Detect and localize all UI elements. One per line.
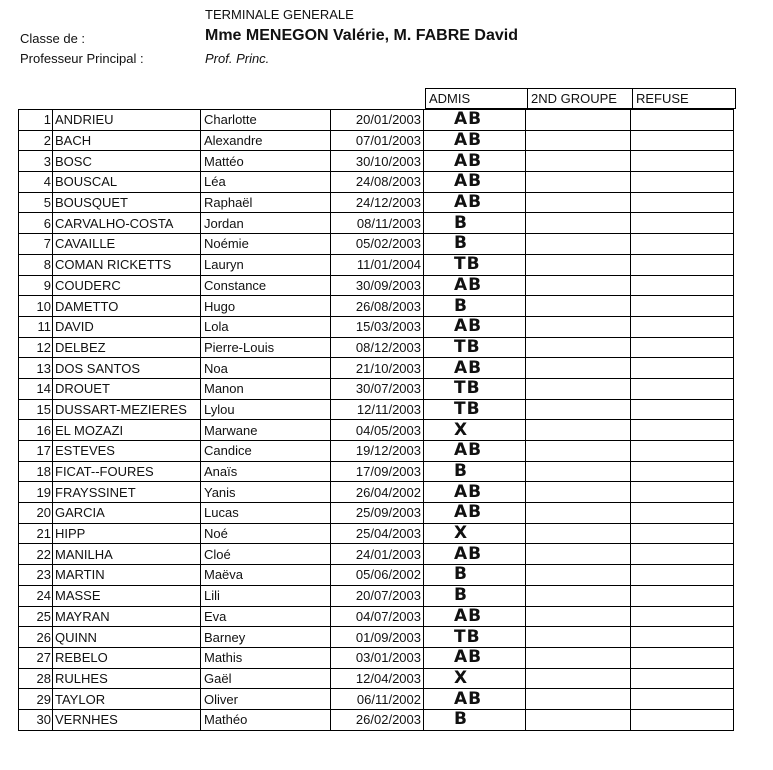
results-column-headers [425, 88, 736, 109]
admis-mention: X [424, 523, 526, 544]
table-row [19, 544, 734, 565]
birth-date: 11/01/2004 [331, 254, 424, 275]
admis-mention: X [424, 420, 526, 441]
student-last-name: EL MOZAZI [53, 420, 201, 441]
student-last-name: ESTEVES [53, 441, 201, 462]
admis-mention: AB [424, 482, 526, 503]
professeur-principal-value: Prof. Princ. [205, 51, 270, 66]
birth-date: 24/12/2003 [331, 192, 424, 213]
table-row [19, 110, 734, 131]
second-groupe-cell [526, 461, 631, 482]
student-last-name: BOUSQUET [53, 192, 201, 213]
birth-date: 26/04/2002 [331, 482, 424, 503]
student-last-name: REBELO [53, 647, 201, 668]
refuse-cell [631, 441, 734, 462]
birth-date: 04/05/2003 [331, 420, 424, 441]
second-groupe-cell [526, 709, 631, 730]
student-last-name: FRAYSSINET [53, 482, 201, 503]
student-first-name: Mathis [201, 647, 331, 668]
student-first-name: Yanis [201, 482, 331, 503]
refuse-cell [631, 213, 734, 234]
birth-date: 15/03/2003 [331, 316, 424, 337]
row-number: 12 [19, 337, 53, 358]
row-number: 14 [19, 378, 53, 399]
refuse-cell [631, 254, 734, 275]
table-row [19, 337, 734, 358]
table-row [19, 420, 734, 441]
refuse-cell [631, 316, 734, 337]
table-row [19, 130, 734, 151]
admis-mention: B [424, 461, 526, 482]
student-first-name: Lucas [201, 503, 331, 524]
birth-date: 25/04/2003 [331, 523, 424, 544]
birth-date: 25/09/2003 [331, 503, 424, 524]
second-groupe-cell [526, 647, 631, 668]
student-first-name: Mattéo [201, 151, 331, 172]
professeur-principal-label: Professeur Principal : [20, 51, 144, 66]
birth-date: 20/07/2003 [331, 585, 424, 606]
admis-mention: B [424, 565, 526, 586]
column-header-second-groupe: 2ND GROUPE [528, 89, 633, 109]
second-groupe-cell [526, 585, 631, 606]
document-title: TERMINALE GENERALE [205, 7, 354, 22]
student-first-name: Anaïs [201, 461, 331, 482]
birth-date: 05/06/2002 [331, 565, 424, 586]
refuse-cell [631, 275, 734, 296]
birth-date: 24/01/2003 [331, 544, 424, 565]
row-number: 18 [19, 461, 53, 482]
student-last-name: MAYRAN [53, 606, 201, 627]
row-number: 1 [19, 110, 53, 131]
student-first-name: Candice [201, 441, 331, 462]
second-groupe-cell [526, 523, 631, 544]
row-number: 6 [19, 213, 53, 234]
refuse-cell [631, 668, 734, 689]
admis-mention: TB [424, 337, 526, 358]
birth-date: 12/11/2003 [331, 399, 424, 420]
student-first-name: Maëva [201, 565, 331, 586]
row-number: 7 [19, 234, 53, 255]
student-first-name: Jordan [201, 213, 331, 234]
admis-mention: AB [424, 544, 526, 565]
second-groupe-cell [526, 337, 631, 358]
row-number: 26 [19, 627, 53, 648]
admis-mention: TB [424, 378, 526, 399]
student-last-name: CAVAILLE [53, 234, 201, 255]
second-groupe-cell [526, 316, 631, 337]
admis-mention: B [424, 213, 526, 234]
student-first-name: Noa [201, 358, 331, 379]
row-number: 21 [19, 523, 53, 544]
table-row [19, 316, 734, 337]
row-number: 20 [19, 503, 53, 524]
second-groupe-cell [526, 130, 631, 151]
refuse-cell [631, 689, 734, 710]
second-groupe-cell [526, 627, 631, 648]
student-last-name: FICAT--FOURES [53, 461, 201, 482]
admis-mention: AB [424, 503, 526, 524]
refuse-cell [631, 585, 734, 606]
table-row [19, 668, 734, 689]
column-header-refuse: REFUSE [633, 89, 736, 109]
row-number: 29 [19, 689, 53, 710]
student-last-name: MANILHA [53, 544, 201, 565]
student-last-name: MASSE [53, 585, 201, 606]
student-first-name: Manon [201, 378, 331, 399]
birth-date: 24/08/2003 [331, 172, 424, 193]
admis-mention: AB [424, 606, 526, 627]
birth-date: 05/02/2003 [331, 234, 424, 255]
birth-date: 21/10/2003 [331, 358, 424, 379]
student-first-name: Constance [201, 275, 331, 296]
table-row [19, 254, 734, 275]
admis-mention: B [424, 296, 526, 317]
student-last-name: DELBEZ [53, 337, 201, 358]
birth-date: 20/01/2003 [331, 110, 424, 131]
birth-date: 12/04/2003 [331, 668, 424, 689]
row-number: 22 [19, 544, 53, 565]
second-groupe-cell [526, 441, 631, 462]
refuse-cell [631, 234, 734, 255]
student-last-name: TAYLOR [53, 689, 201, 710]
refuse-cell [631, 420, 734, 441]
table-row [19, 358, 734, 379]
refuse-cell [631, 544, 734, 565]
refuse-cell [631, 110, 734, 131]
second-groupe-cell [526, 358, 631, 379]
admis-mention: AB [424, 130, 526, 151]
admis-mention: AB [424, 647, 526, 668]
student-last-name: MARTIN [53, 565, 201, 586]
student-last-name: CARVALHO-COSTA [53, 213, 201, 234]
refuse-cell [631, 565, 734, 586]
student-last-name: COUDERC [53, 275, 201, 296]
second-groupe-cell [526, 544, 631, 565]
second-groupe-cell [526, 482, 631, 503]
student-first-name: Hugo [201, 296, 331, 317]
student-first-name: Lola [201, 316, 331, 337]
second-groupe-cell [526, 192, 631, 213]
table-row [19, 503, 734, 524]
table-row [19, 647, 734, 668]
refuse-cell [631, 606, 734, 627]
second-groupe-cell [526, 606, 631, 627]
table-row [19, 461, 734, 482]
row-number: 4 [19, 172, 53, 193]
table-row [19, 709, 734, 730]
row-number: 13 [19, 358, 53, 379]
second-groupe-cell [526, 172, 631, 193]
row-number: 28 [19, 668, 53, 689]
row-number: 27 [19, 647, 53, 668]
second-groupe-cell [526, 689, 631, 710]
table-row [19, 172, 734, 193]
row-number: 10 [19, 296, 53, 317]
row-number: 9 [19, 275, 53, 296]
row-number: 3 [19, 151, 53, 172]
second-groupe-cell [526, 565, 631, 586]
student-first-name: Eva [201, 606, 331, 627]
admis-mention: TB [424, 399, 526, 420]
student-first-name: Noémie [201, 234, 331, 255]
admis-mention: AB [424, 172, 526, 193]
student-first-name: Cloé [201, 544, 331, 565]
refuse-cell [631, 296, 734, 317]
row-number: 15 [19, 399, 53, 420]
row-number: 25 [19, 606, 53, 627]
student-last-name: RULHES [53, 668, 201, 689]
student-last-name: QUINN [53, 627, 201, 648]
student-last-name: GARCIA [53, 503, 201, 524]
refuse-cell [631, 358, 734, 379]
admis-mention: TB [424, 627, 526, 648]
student-last-name: DROUET [53, 378, 201, 399]
student-last-name: COMAN RICKETTS [53, 254, 201, 275]
refuse-cell [631, 378, 734, 399]
student-first-name: Marwane [201, 420, 331, 441]
second-groupe-cell [526, 275, 631, 296]
second-groupe-cell [526, 213, 631, 234]
table-row [19, 151, 734, 172]
birth-date: 04/07/2003 [331, 606, 424, 627]
student-last-name: BACH [53, 130, 201, 151]
student-last-name: DUSSART-MEZIERES [53, 399, 201, 420]
refuse-cell [631, 130, 734, 151]
second-groupe-cell [526, 234, 631, 255]
row-number: 23 [19, 565, 53, 586]
student-last-name: ANDRIEU [53, 110, 201, 131]
table-row [19, 275, 734, 296]
row-number: 5 [19, 192, 53, 213]
birth-date: 26/08/2003 [331, 296, 424, 317]
table-row [19, 399, 734, 420]
birth-date: 30/07/2003 [331, 378, 424, 399]
refuse-cell [631, 647, 734, 668]
birth-date: 06/11/2002 [331, 689, 424, 710]
refuse-cell [631, 192, 734, 213]
admis-mention: AB [424, 151, 526, 172]
student-first-name: Raphaël [201, 192, 331, 213]
refuse-cell [631, 151, 734, 172]
student-table [18, 109, 734, 731]
row-number: 30 [19, 709, 53, 730]
birth-date: 03/01/2003 [331, 647, 424, 668]
table-row [19, 192, 734, 213]
admis-mention: AB [424, 110, 526, 131]
student-first-name: Léa [201, 172, 331, 193]
table-row [19, 606, 734, 627]
row-number: 11 [19, 316, 53, 337]
student-first-name: Lili [201, 585, 331, 606]
admis-mention: TB [424, 254, 526, 275]
student-last-name: BOUSCAL [53, 172, 201, 193]
column-header-admis: ADMIS [426, 89, 528, 109]
second-groupe-cell [526, 151, 631, 172]
student-last-name: VERNHES [53, 709, 201, 730]
student-first-name: Gaël [201, 668, 331, 689]
birth-date: 30/10/2003 [331, 151, 424, 172]
student-first-name: Pierre-Louis [201, 337, 331, 358]
student-first-name: Charlotte [201, 110, 331, 131]
second-groupe-cell [526, 254, 631, 275]
second-groupe-cell [526, 378, 631, 399]
second-groupe-cell [526, 668, 631, 689]
refuse-cell [631, 709, 734, 730]
admis-mention: AB [424, 358, 526, 379]
table-row [19, 482, 734, 503]
table-row [19, 234, 734, 255]
second-groupe-cell [526, 420, 631, 441]
birth-date: 30/09/2003 [331, 275, 424, 296]
student-first-name: Mathéo [201, 709, 331, 730]
student-last-name: DAVID [53, 316, 201, 337]
table-row [19, 378, 734, 399]
table-row [19, 441, 734, 462]
admis-mention: X [424, 668, 526, 689]
student-first-name: Lauryn [201, 254, 331, 275]
student-first-name: Alexandre [201, 130, 331, 151]
row-number: 8 [19, 254, 53, 275]
table-row [19, 585, 734, 606]
row-number: 2 [19, 130, 53, 151]
student-rows [19, 110, 734, 731]
table-row [19, 296, 734, 317]
table-row [19, 565, 734, 586]
admis-mention: B [424, 585, 526, 606]
birth-date: 07/01/2003 [331, 130, 424, 151]
refuse-cell [631, 399, 734, 420]
student-last-name: HIPP [53, 523, 201, 544]
refuse-cell [631, 482, 734, 503]
student-first-name: Barney [201, 627, 331, 648]
birth-date: 17/09/2003 [331, 461, 424, 482]
table-row [19, 523, 734, 544]
admis-mention: AB [424, 316, 526, 337]
student-first-name: Lylou [201, 399, 331, 420]
student-last-name: DOS SANTOS [53, 358, 201, 379]
birth-date: 19/12/2003 [331, 441, 424, 462]
student-first-name: Noé [201, 523, 331, 544]
table-row [19, 627, 734, 648]
admis-mention: B [424, 709, 526, 730]
refuse-cell [631, 503, 734, 524]
birth-date: 08/12/2003 [331, 337, 424, 358]
refuse-cell [631, 172, 734, 193]
second-groupe-cell [526, 110, 631, 131]
refuse-cell [631, 627, 734, 648]
admis-mention: AB [424, 192, 526, 213]
row-number: 17 [19, 441, 53, 462]
table-row [19, 213, 734, 234]
refuse-cell [631, 337, 734, 358]
row-number: 16 [19, 420, 53, 441]
admis-mention: AB [424, 275, 526, 296]
second-groupe-cell [526, 296, 631, 317]
admis-mention: AB [424, 689, 526, 710]
birth-date: 01/09/2003 [331, 627, 424, 648]
classe-value: Mme MENEGON Valérie, M. FABRE David [205, 27, 518, 44]
student-first-name: Oliver [201, 689, 331, 710]
birth-date: 26/02/2003 [331, 709, 424, 730]
second-groupe-cell [526, 399, 631, 420]
student-last-name: BOSC [53, 151, 201, 172]
table-row [19, 689, 734, 710]
student-last-name: DAMETTO [53, 296, 201, 317]
second-groupe-cell [526, 503, 631, 524]
row-number: 24 [19, 585, 53, 606]
refuse-cell [631, 523, 734, 544]
classe-label: Classe de : [20, 31, 86, 46]
refuse-cell [631, 461, 734, 482]
admis-mention: B [424, 234, 526, 255]
row-number: 19 [19, 482, 53, 503]
admis-mention: AB [424, 441, 526, 462]
birth-date: 08/11/2003 [331, 213, 424, 234]
